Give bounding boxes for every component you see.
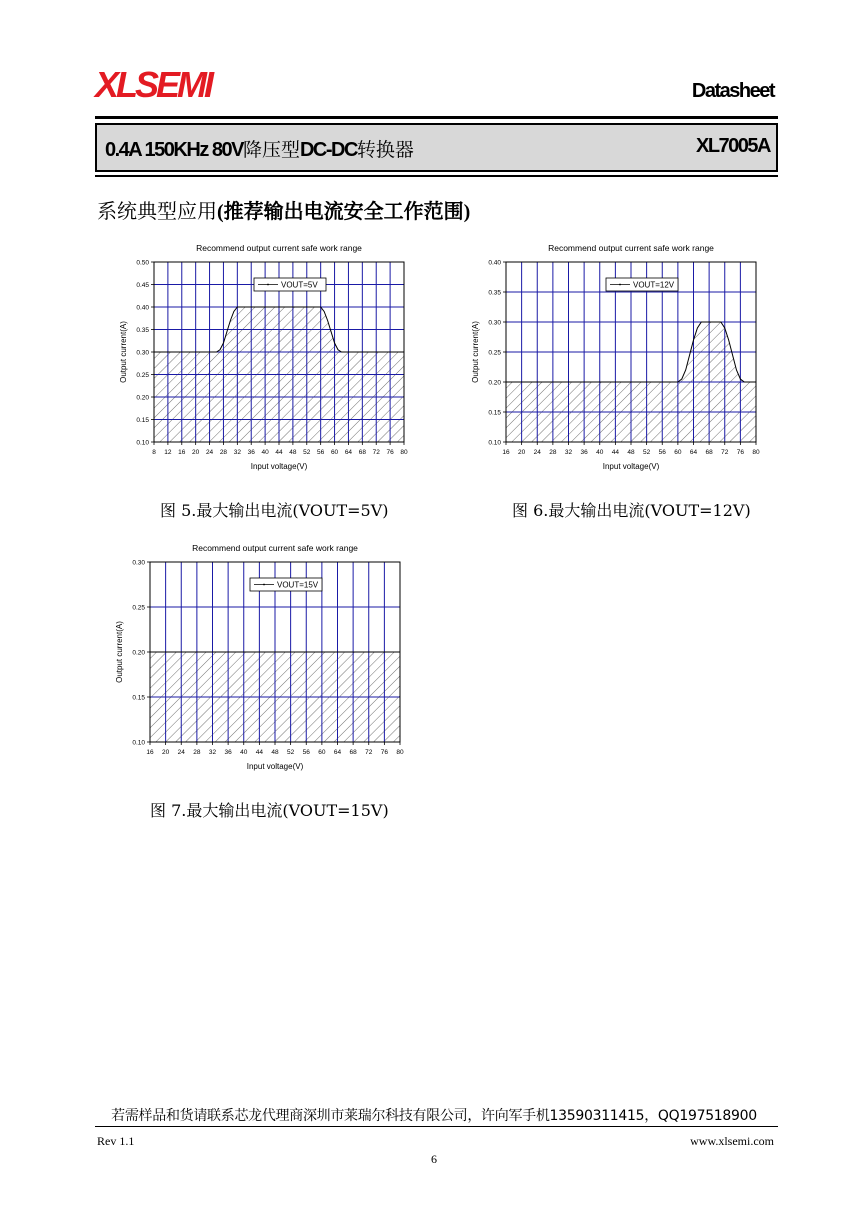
x-tick-label: 64 [333,749,342,756]
header-rule [95,116,778,119]
y-tick-label: 0.35 [488,289,501,297]
chart-title: Recommend output current safe work range [192,543,358,553]
x-tick-label: 24 [533,449,541,456]
x-tick-label: 80 [752,449,760,456]
x-tick-label: 64 [689,449,698,456]
x-tick-label: 8 [152,449,156,456]
x-tick-label: 52 [643,449,651,456]
caption-fig5: 图 5.最大输出电流(VOUT=5V) [160,501,389,520]
x-tick-label: 24 [205,449,214,456]
title-cn-2: 转换器 [356,139,414,161]
x-tick-label: 48 [289,449,297,456]
y-tick-label: 0.25 [488,349,501,357]
x-tick-label: 36 [580,449,588,456]
y-tick-label: 0.30 [132,559,145,567]
x-tick-label: 32 [564,449,573,456]
doc-type-label: Datasheet [691,80,774,102]
x-tick-label: 76 [386,449,394,456]
x-tick-label: 60 [674,449,682,456]
website-link[interactable]: www.xlsemi.com [690,1134,774,1148]
y-tick-label: 0.15 [488,409,501,417]
x-tick-label: 40 [240,749,248,756]
y-tick-label: 0.15 [132,694,145,702]
x-tick-label: 80 [400,449,408,456]
y-tick-label: 0.20 [132,649,145,657]
x-tick-label: 28 [219,449,228,456]
x-tick-label: 16 [178,449,186,456]
xlsemi-logo: XLSEMI [95,64,212,105]
chart-vout-12v [460,236,780,476]
x-tick-label: 20 [192,449,200,456]
chart-title: Recommend output current safe work range [196,243,362,253]
y-tick-label: 0.10 [132,739,145,747]
x-tick-label: 20 [162,749,170,756]
x-tick-label: 28 [193,749,201,756]
y-tick-label: 0.35 [136,327,149,334]
x-axis-label: Input voltage(V) [602,462,660,471]
y-tick-label: 0.20 [136,394,149,402]
x-tick-label: 52 [287,749,295,756]
caption-fig7: 图 7.最大输出电流(VOUT=15V) [150,801,389,820]
y-tick-label: 0.50 [136,259,149,267]
chart-vout-5v [108,236,428,476]
footer-rule [95,1126,778,1127]
x-tick-label: 44 [275,449,283,456]
legend-marker [267,284,269,286]
x-tick-label: 80 [396,749,404,756]
x-tick-label: 12 [164,449,172,456]
x-tick-label: 48 [627,449,635,456]
x-tick-label: 56 [302,749,310,756]
y-tick-label: 0.40 [488,259,501,267]
page-number: 6 [431,1152,437,1166]
x-tick-label: 76 [380,749,388,756]
section-title-paren: (推荐输出电流安全工作范围) [217,201,471,223]
x-tick-label: 24 [177,749,185,756]
caption-fig6: 图 6.最大输出电流(VOUT=12V) [512,501,751,520]
x-tick-label: 72 [372,449,380,456]
x-tick-label: 72 [365,749,373,756]
title-cn-1: 降压型 [242,139,300,161]
footer-contact: 若需样品和货请联系芯龙代理商深圳市莱瑞尔科技有限公司，许向军手机13590311415，QQ197518900 [111,1108,757,1124]
x-tick-label: 68 [349,749,357,756]
x-tick-label: 20 [518,449,526,456]
section-title-cn: 系统典型应用 [97,199,217,223]
legend-marker [619,284,621,286]
x-tick-label: 44 [611,449,619,456]
y-tick-label: 0.30 [136,349,149,357]
x-tick-label: 56 [658,449,666,456]
x-axis-label: Input voltage(V) [246,762,304,771]
x-tick-label: 68 [705,449,713,456]
x-tick-label: 28 [549,449,557,456]
x-tick-label: 32 [208,749,217,756]
y-tick-label: 0.25 [136,372,149,379]
x-tick-label: 56 [317,449,325,456]
x-tick-label: 72 [721,449,729,456]
x-tick-label: 76 [736,449,744,456]
y-tick-label: 0.15 [136,417,149,424]
legend-label: VOUT=5V [281,280,318,290]
y-tick-label: 0.10 [136,439,149,447]
y-tick-label: 0.25 [132,604,145,612]
x-tick-label: 16 [502,449,510,456]
title-dcdc: DC-DC [299,139,357,161]
title-rule [95,175,778,177]
y-axis-label: Output current(A) [471,321,480,383]
title-spec: 0.4A 150KHz 80V [105,139,243,161]
y-tick-label: 0.45 [136,282,149,289]
x-tick-label: 36 [224,749,232,756]
x-tick-label: 44 [255,749,263,756]
x-tick-label: 52 [303,449,311,456]
revision: Rev 1.1 [97,1134,135,1148]
y-tick-label: 0.10 [488,439,501,447]
title-band [95,123,778,172]
x-tick-label: 36 [247,449,255,456]
x-tick-label: 68 [358,449,366,456]
chart-vout-15v [104,536,424,776]
part-number: XL7005A [696,135,770,157]
x-tick-label: 32 [233,449,241,456]
x-tick-label: 16 [146,749,154,756]
y-axis-label: Output current(A) [115,621,124,683]
x-tick-label: 40 [596,449,604,456]
y-tick-label: 0.40 [136,304,149,312]
y-tick-label: 0.20 [488,379,501,387]
x-axis-label: Input voltage(V) [250,462,308,471]
x-tick-label: 64 [344,449,353,456]
x-tick-label: 60 [330,449,339,456]
section-title [97,195,470,224]
legend-marker [263,584,265,586]
x-tick-label: 60 [318,749,326,756]
product-title [105,135,414,162]
x-tick-label: 48 [271,749,279,756]
chart-title: Recommend output current safe work range [548,243,714,253]
y-axis-label: Output current(A) [119,321,128,383]
y-tick-label: 0.30 [488,319,501,327]
x-tick-label: 40 [261,449,269,456]
legend-label: VOUT=12V [633,280,675,290]
legend-label: VOUT=15V [277,580,319,590]
